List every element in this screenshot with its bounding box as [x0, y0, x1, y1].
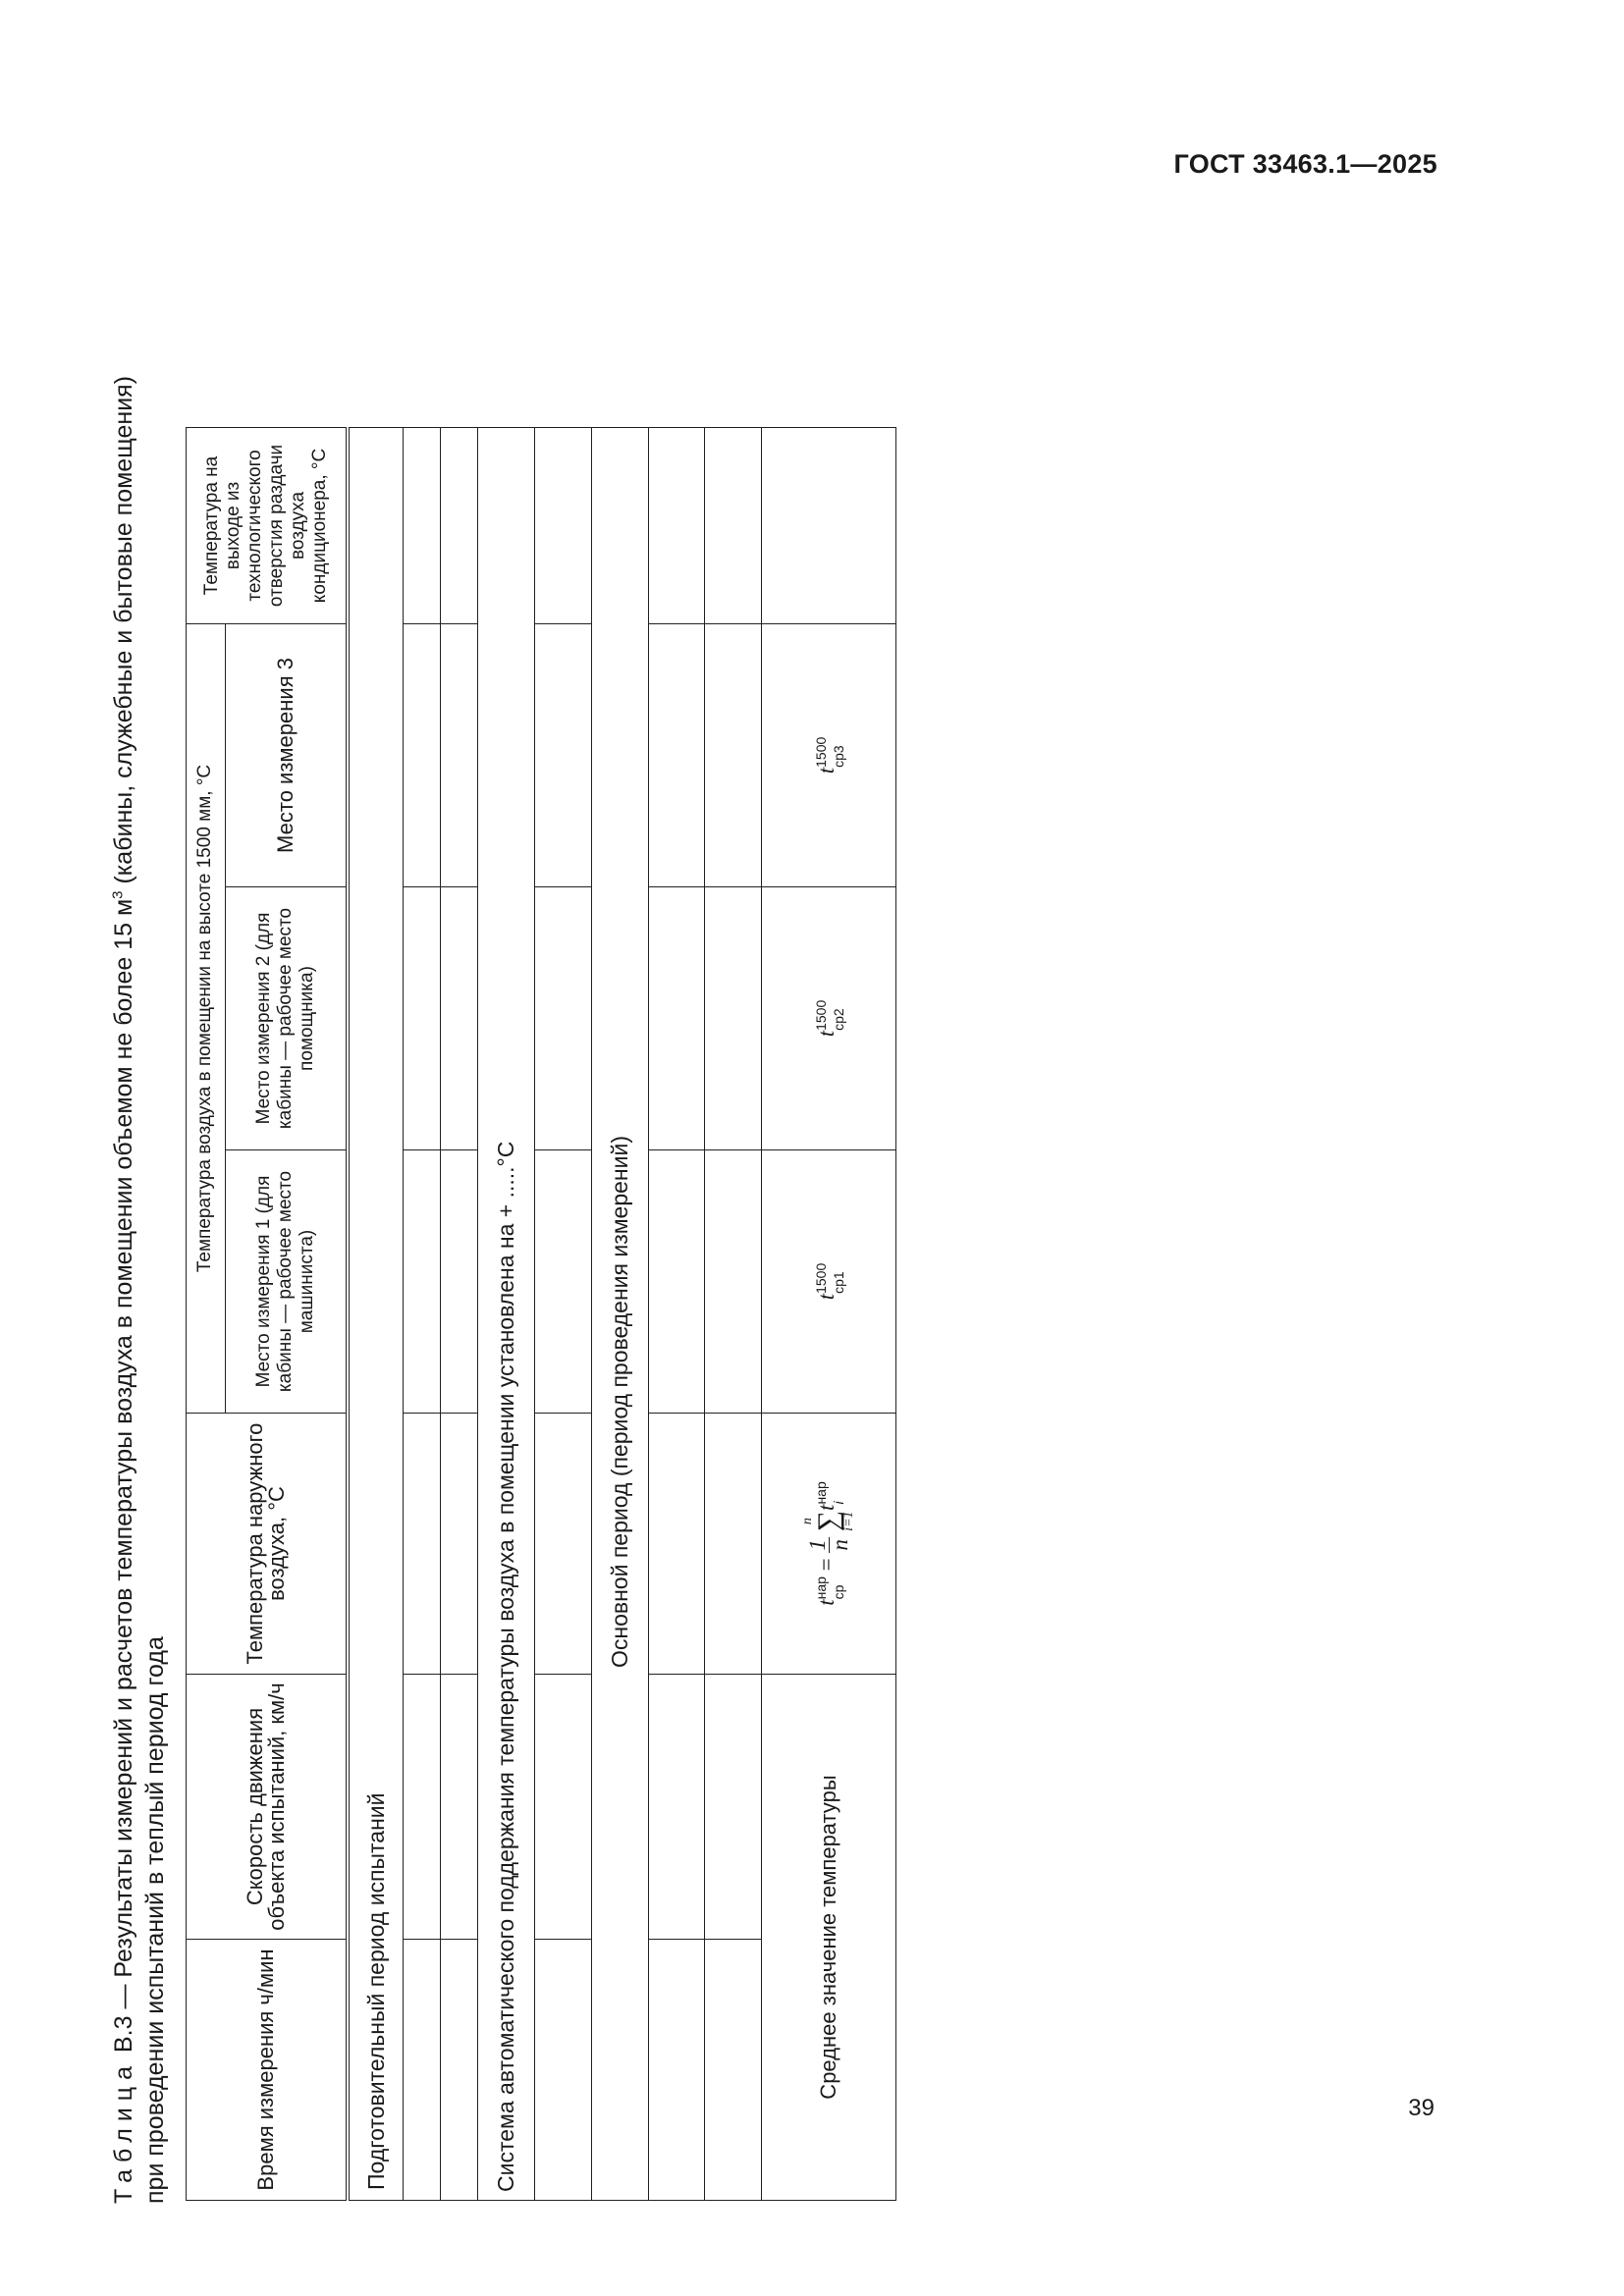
table-cell — [534, 427, 591, 623]
caption-title-part-1: — Результаты измерений и расчетов температуры воздуха в помещении объемом не более 15 м — [110, 898, 137, 2016]
average-point-3-formula — [762, 623, 896, 886]
formula-point-1: t1500 ср1 — [813, 1262, 847, 1301]
header-room-temp-group: Температура воздуха в помещении на высоте 1500 мм, °С — [187, 623, 226, 1413]
table-cell — [403, 1150, 440, 1414]
table-row — [534, 427, 591, 2200]
rotated-table-block — [108, 221, 893, 2204]
table-caption — [108, 221, 177, 2204]
table-cell — [440, 427, 477, 623]
table-cell — [705, 887, 762, 1150]
average-outside-formula — [762, 1414, 896, 1675]
measurements-table — [186, 427, 896, 2201]
table-cell — [648, 623, 705, 886]
table-cell — [705, 623, 762, 886]
section-auto-system: Система автоматического поддержания температуры воздуха в помещении установлена на + .....°С — [477, 427, 534, 2200]
average-label: Среднее значение температуры — [762, 1675, 896, 2201]
header-speed: Скорость движения объекта испытаний, км/ч — [187, 1675, 349, 1940]
caption-label: Таблица — [110, 2058, 137, 2204]
table-cell — [705, 1150, 762, 1414]
table-cell — [440, 623, 477, 886]
section-preparatory: Подготовительный период испытаний — [348, 427, 403, 2200]
table-cell — [403, 1414, 440, 1675]
table-cell — [403, 887, 440, 1150]
caption-line-1 — [108, 221, 139, 2204]
section-row-preparatory — [348, 427, 403, 2200]
table-cell — [440, 1414, 477, 1675]
table-row — [440, 427, 477, 2200]
formula-point-3: t1500 ср3 — [813, 736, 847, 774]
table-cell — [403, 427, 440, 623]
caption-unit-exponent: 3 — [109, 890, 127, 899]
table-cell — [440, 887, 477, 1150]
table-cell — [403, 1940, 440, 2201]
table-cell — [705, 427, 762, 623]
caption-title-part-2: (кабины, служебные и бытовые помещения) — [110, 375, 137, 891]
section-main: Основной период (период проведения измерений) — [591, 427, 648, 2200]
table-row — [705, 427, 762, 2200]
average-row — [762, 427, 896, 2200]
table-cell — [648, 1414, 705, 1675]
table-cell — [534, 887, 591, 1150]
table-cell — [648, 1940, 705, 2201]
table-cell — [534, 1414, 591, 1675]
table-cell — [534, 1150, 591, 1414]
header-outside-temp: Температура наружного воздуха, °С — [187, 1414, 349, 1675]
average-point-2-formula — [762, 887, 896, 1150]
table-cell — [440, 1150, 477, 1414]
section-row-auto-system — [477, 427, 534, 2200]
table-cell — [705, 1940, 762, 2201]
table-row — [403, 427, 440, 2200]
header-time: Время измерения ч/мин — [187, 1940, 349, 2201]
table-cell — [534, 623, 591, 886]
table-cell — [534, 1675, 591, 1940]
header-outlet-temp: Температура на выходе из технологического отверстия раздачи воздуха кондиционера, °С — [187, 427, 349, 623]
page-number: 39 — [1408, 2095, 1435, 2121]
table-cell — [705, 1414, 762, 1675]
caption-number: В.3 — [110, 2015, 137, 2054]
average-outlet-cell — [762, 427, 896, 623]
section-row-main — [591, 427, 648, 2200]
table-cell — [403, 623, 440, 886]
average-point-1-formula — [762, 1150, 896, 1414]
caption-line-2: при проведении испытаний в теплый период года — [141, 1636, 169, 2204]
table-cell — [705, 1675, 762, 1940]
header-point-1: Место измерения 1 (для кабины — рабочее место машиниста) — [225, 1150, 348, 1414]
table-cell — [534, 1940, 591, 2201]
table-cell — [648, 427, 705, 623]
table-cell — [648, 887, 705, 1150]
document-code: ГОСТ 33463.1—2025 — [1173, 149, 1437, 179]
table-cell — [403, 1675, 440, 1940]
table-row — [648, 427, 705, 2200]
table-cell — [440, 1940, 477, 2201]
table-cell — [648, 1675, 705, 1940]
header-row-1 — [187, 427, 226, 2200]
header-point-2: Место измерения 2 (для кабины — рабочее место помощника) — [225, 887, 348, 1150]
header-point-3: Место измерения 3 — [225, 623, 348, 886]
formula-point-2: t1500 ср2 — [813, 999, 847, 1038]
table-cell — [440, 1675, 477, 1940]
table-cell — [648, 1150, 705, 1414]
formula-outside: tнар ср = 1 n n ∑ i=1 tнар i — [800, 1481, 857, 1606]
